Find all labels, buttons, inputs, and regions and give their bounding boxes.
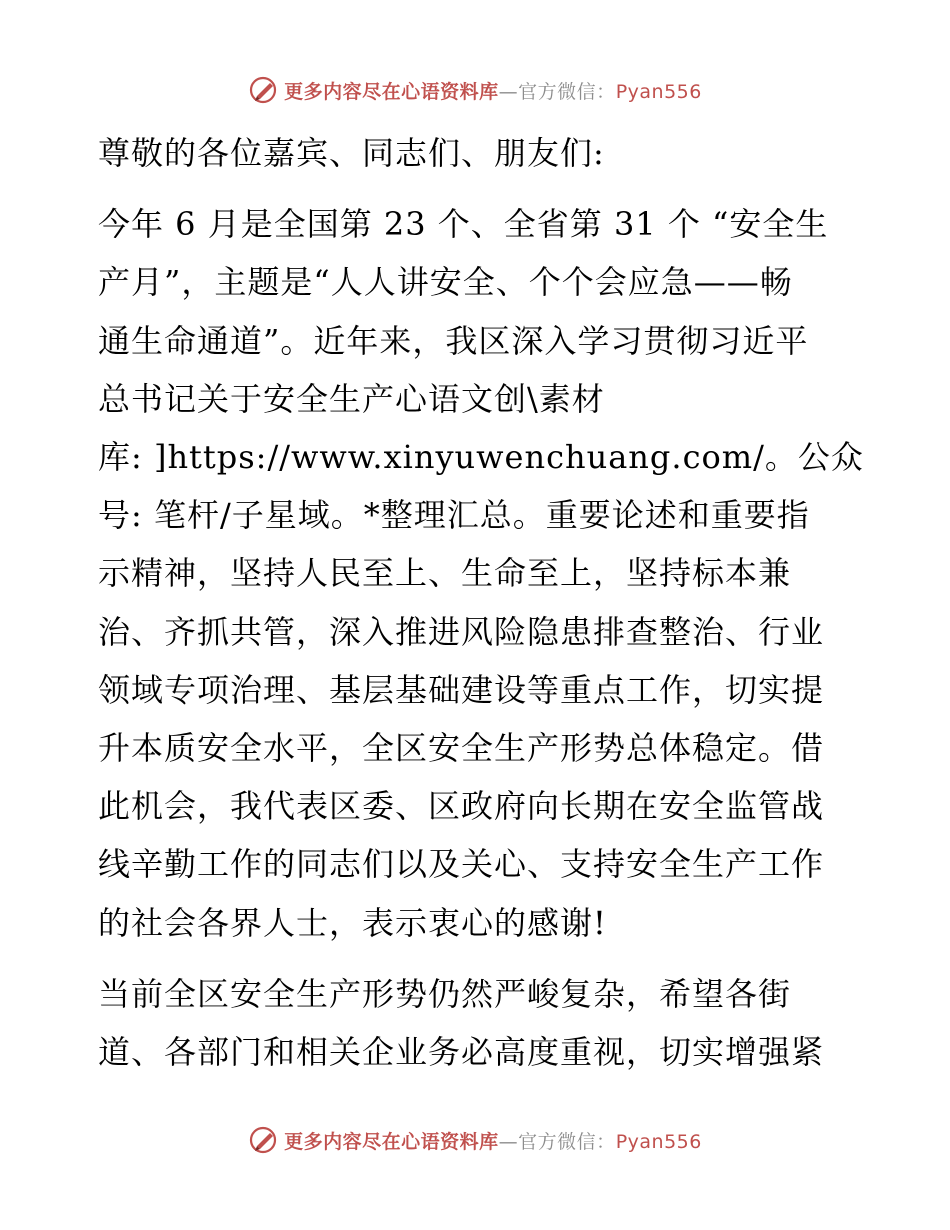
banner-wechat-label: 官方微信： <box>518 80 616 103</box>
pen-logo-icon <box>248 74 280 106</box>
banner-dash: — <box>498 1130 519 1153</box>
text-line: 当前全区安全生产形势仍然严峻复杂，希望各街 <box>98 974 792 1013</box>
banner-brand-text: 更多内容尽在心语资料库 <box>284 80 499 103</box>
salutation-line: 尊敬的各位嘉宾、同志们、朋友们: <box>98 134 605 172</box>
text-line: 线辛勤工作的同志们以及关心、支持安全生产工作 <box>98 845 825 884</box>
paragraph-2 <box>98 965 858 1081</box>
text-line: 产月”，主题是“人人讲安全、个个会应急——畅 <box>98 263 793 302</box>
text-line: 的社会各界人士，表示衷心的感谢! <box>98 903 607 942</box>
text-line: 道、各部门和相关企业务必高度重视，切实增强紧 <box>98 1033 825 1072</box>
banner-wechat-label: 官方微信： <box>518 1130 616 1153</box>
text-line-url: 库: ]https://www.xinyuwenchuang.com/。公众 <box>98 438 864 477</box>
banner-wechat-id: Pyan556 <box>615 80 702 103</box>
header-watermark-banner <box>0 70 950 110</box>
text-line: 示精神，坚持人民至上、生命至上，坚持标本兼 <box>98 554 792 593</box>
text-line: 治、齐抓共管，深入推进风险隐患排查整治、行业 <box>98 612 825 651</box>
text-line: 通生命通道”。近年来，我区深入学习贯彻习近平 <box>98 321 809 360</box>
text-line: 此机会，我代表区委、区政府向长期在安全监管战 <box>98 787 825 826</box>
banner-wechat-id: Pyan556 <box>615 1130 702 1153</box>
salutation <box>98 124 858 182</box>
pen-logo-icon <box>248 1124 280 1156</box>
text-line: 升本质安全水平，全区安全生产形势总体稳定。借 <box>98 729 825 768</box>
text-line: 今年 6 月是全国第 23 个、全省第 31 个 “安全生 <box>98 205 829 244</box>
document-body <box>98 124 864 1081</box>
paragraph-1 <box>98 195 864 952</box>
text-line: 领域专项治理、基层基础建设等重点工作，切实提 <box>98 670 825 709</box>
footer-watermark-banner <box>0 1120 950 1160</box>
banner-brand-text: 更多内容尽在心语资料库 <box>284 1130 499 1153</box>
text-line: 总书记关于安全生产心语文创\素材 <box>98 379 605 418</box>
banner-dash: — <box>498 80 519 103</box>
text-line: 号: 笔杆/子星域。*整理汇总。重要论述和重要指 <box>98 496 810 535</box>
